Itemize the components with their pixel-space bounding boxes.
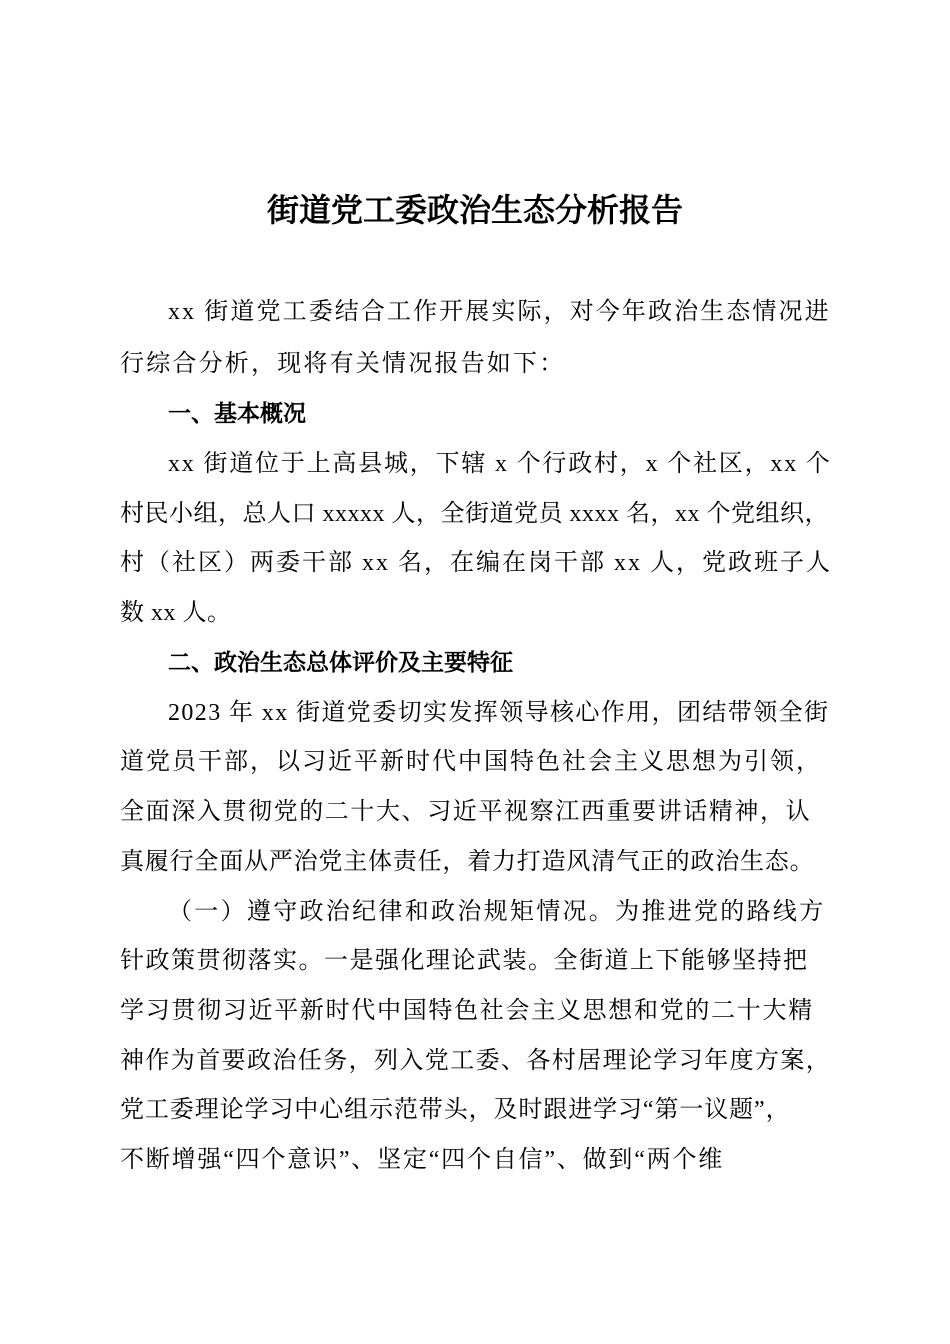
subsection-1-line-3: 学习贯彻习近平新时代中国特色社会主义思想和党的二十大精 (120, 998, 814, 1024)
document-title: 街道党工委政治生态分析报告 (266, 191, 683, 229)
intro-line-1: xx 街道党工委结合工作开展实际，对今年政治生态情况进 (168, 299, 831, 325)
section-2-heading: 二、政治生态总体评价及主要特征 (168, 650, 513, 676)
section-1-line-3: 村（社区）两委干部 xx 名，在编在岗干部 xx 人，党政班子人 (120, 550, 832, 576)
subsection-1-line-1: （一）遵守政治纪律和政治规矩情况。为推进党的路线方 (168, 899, 826, 925)
section-2-line-2: 道党员干部，以习近平新时代中国特色社会主义思想为引领， (120, 749, 822, 775)
subsection-1-line-5: 党工委理论学习中心组示范带头，及时跟进学习“第一议题”， (120, 1097, 791, 1123)
subsection-1-line-4: 神作为首要政治任务，列入党工委、各村居理论学习年度方案， (120, 1048, 832, 1074)
section-2-line-4: 真履行全面从严治党主体责任，着力打造风清气正的政治生态。 (120, 849, 815, 875)
section-2-line-3: 全面深入贯彻党的二十大、习近平视察江西重要讲话精神，认 (120, 799, 812, 825)
section-1-heading: 一、基本概况 (168, 401, 306, 427)
section-2-line-1: 2023 年 xx 街道党委切实发挥领导核心作用，团结带领全街 (168, 700, 830, 726)
subsection-1-line-2: 针政策贯彻落实。一是强化理论武装。全街道上下能够坚持把 (120, 948, 809, 974)
section-1-line-4: 数 xx 人。 (120, 600, 232, 626)
subsection-1-line-6: 不断增强“四个意识”、坚定“四个自信”、做到“两个维 (120, 1147, 725, 1173)
section-1-line-2: 村民小组，总人口 xxxxx 人，全街道党员 xxxx 名，xx 个党组织， (120, 501, 829, 527)
intro-line-2: 行综合分析，现将有关情况报告如下： (120, 351, 566, 377)
section-1-line-1: xx 街道位于上高县城，下辖 x 个行政村，x 个社区，xx 个 (168, 451, 832, 477)
